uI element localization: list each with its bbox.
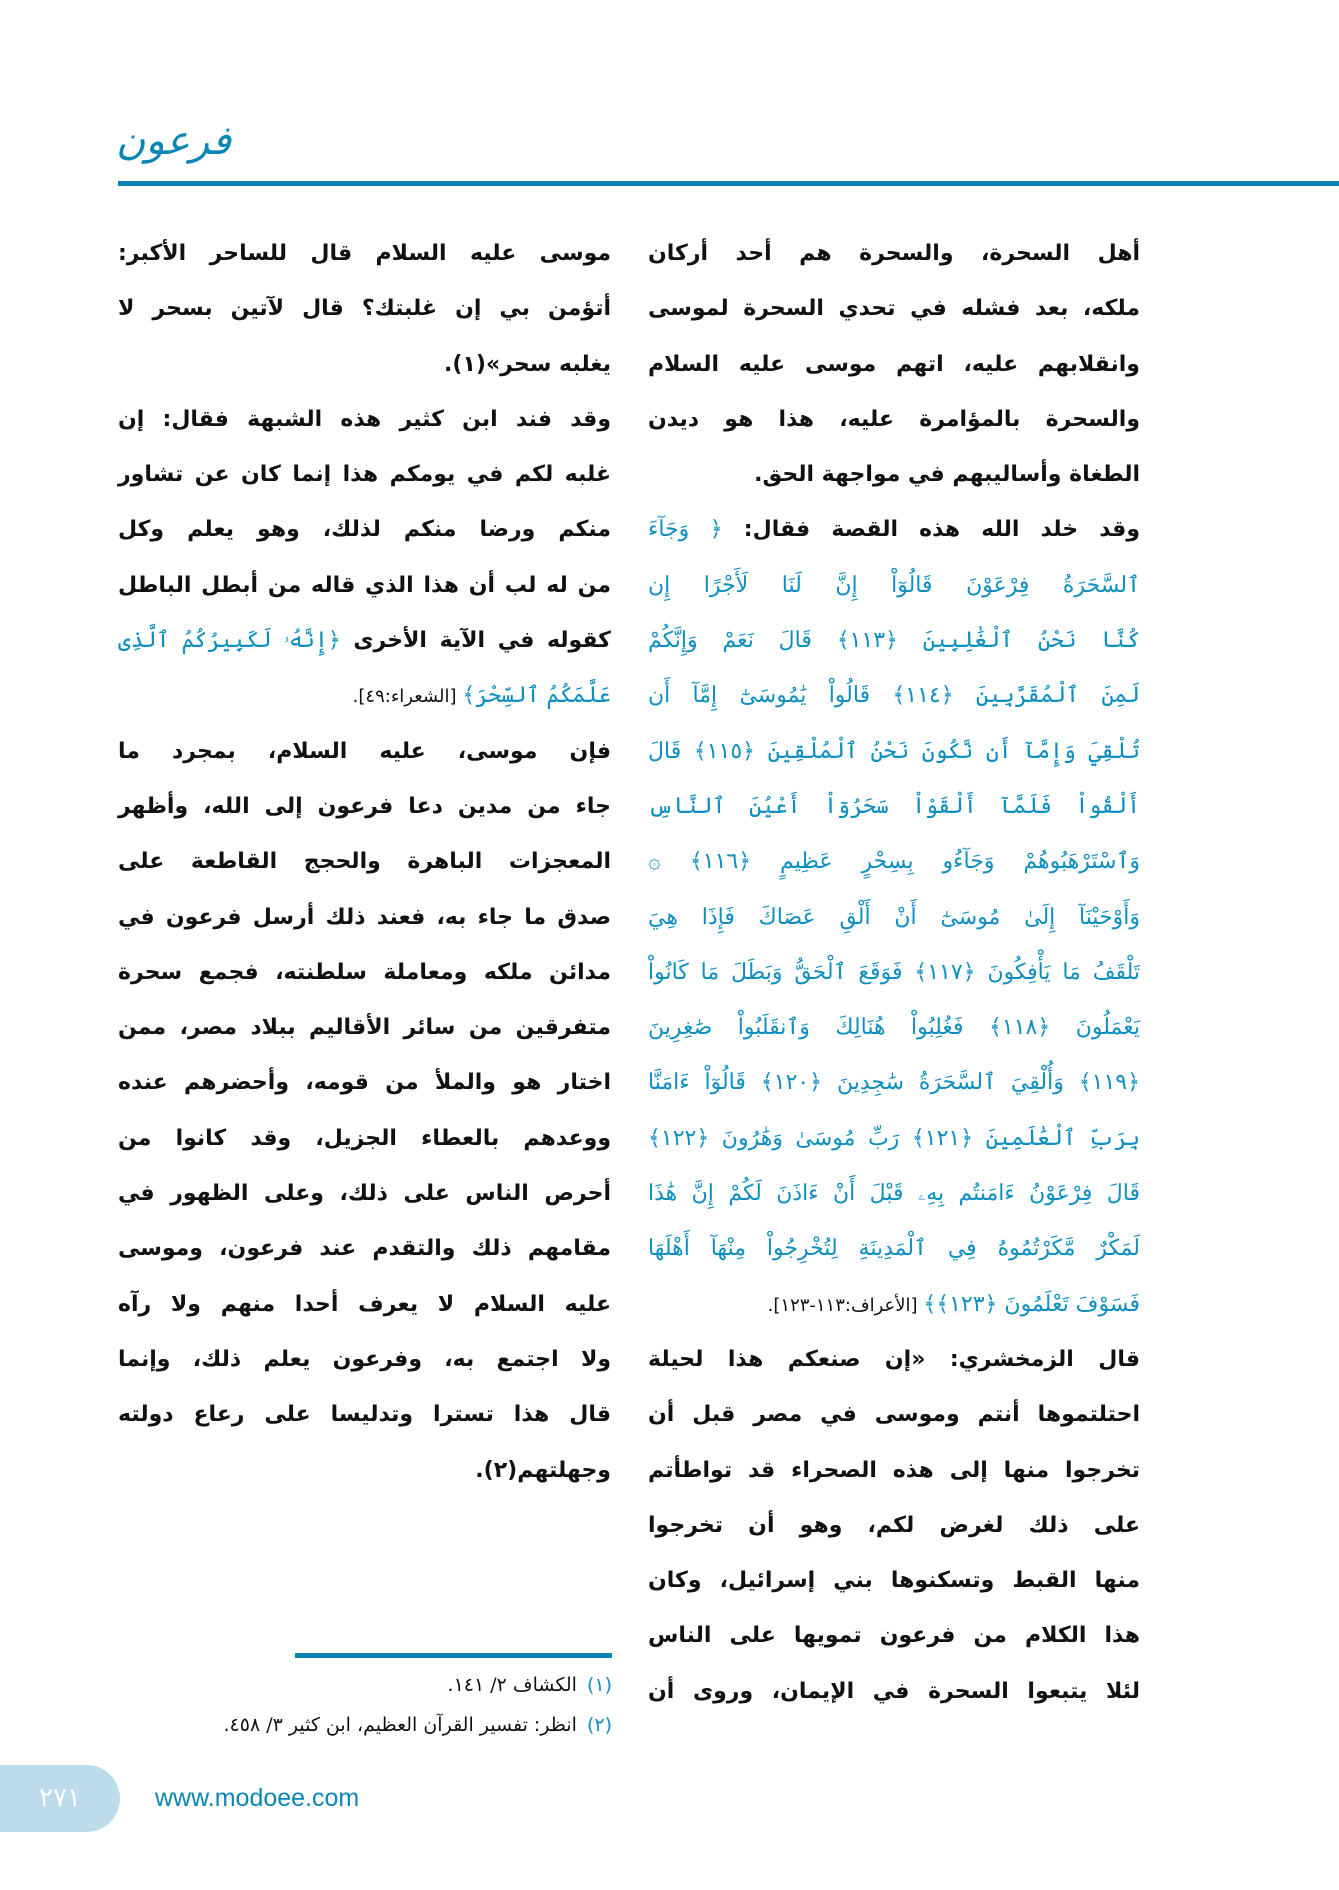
- body-text: لئلا يتبعوا السحرة في الإيمان، وروى أن: [648, 1678, 1140, 1704]
- text-line: [648, 1055, 1140, 1110]
- chapter-title: فرعون: [116, 118, 232, 164]
- text-line: [118, 668, 611, 723]
- text-line: [118, 392, 611, 447]
- body-text: الطغاة وأساليبهم في مواجهة الحق.: [754, 462, 1140, 488]
- text-line: [118, 613, 611, 668]
- quran-verse-text: لَمِنَ ٱلْمُقَرَّبِينَ ﴿١١٤﴾ قَالُواْ يَٰمُوسَىٰٓ إِمَّآ أَن: [648, 683, 1140, 709]
- text-line: [118, 1111, 611, 1166]
- body-text: هذا الكلام من فرعون تمويها على الناس: [648, 1623, 1140, 1649]
- text-line: [118, 1000, 611, 1055]
- body-text: مقامهم ذلك والتقدم عند فرعون، وموسى: [118, 1236, 611, 1262]
- quran-verse-text: يَعْمَلُونَ ﴿١١٨﴾ فَغُلِبُواْ هُنَالِكَ وَٱنقَلَبُواْ صَٰغِرِينَ: [648, 1015, 1140, 1041]
- body-text: قال هذا تسترا وتدليسا على رعاع دولته: [118, 1402, 611, 1428]
- text-line: [118, 558, 611, 613]
- footnote-text: انظر: تفسير القرآن العظيم، ابن كثير ٣/ ٤٥٨.: [223, 1714, 577, 1736]
- text-line: [118, 1443, 611, 1498]
- footnote-text: الكشاف ٢/ ١٤١.: [447, 1674, 577, 1696]
- footnote-number: (٢): [586, 1714, 612, 1736]
- verse-reference: [الأعراف:١١٣-١٢٣].: [767, 1294, 924, 1316]
- body-text: جاء من مدين دعا فرعون إلى الله، وأظهر: [118, 793, 611, 819]
- text-line: [118, 945, 611, 1000]
- body-text: احتلتموها أنتم وموسى في مصر قبل أن: [648, 1402, 1140, 1428]
- body-text: المعجزات الباهرة والحجج القاطعة على: [118, 849, 611, 875]
- body-text: منها القبط وتسكنوها بني إسرائيل، وكان: [648, 1568, 1140, 1594]
- text-line: [118, 337, 611, 392]
- text-line: [648, 1166, 1140, 1221]
- text-line: [648, 502, 1140, 557]
- body-text: موسى عليه السلام قال للساحر الأكبر:: [118, 241, 611, 266]
- footnote-separator: [295, 1653, 612, 1658]
- text-line: [118, 1055, 611, 1110]
- quran-verse-text: أَلْقُواْ فَلَمَّآ أَلْقَوْاْ سَحَرُوٓاْ أَعْيُنَ ٱلنَّاسِ: [648, 793, 1140, 819]
- quran-verse-text: ٱلسَّحَرَةُ فِرْعَوْنَ قَالُوٓاْ إِنَّ لَنَا لَأَجْرًا إِن: [648, 572, 1140, 598]
- text-line: [648, 834, 1140, 889]
- body-text: ملكه، بعد فشله في تحدي السحرة لموسى: [648, 296, 1140, 322]
- text-line: [648, 1332, 1140, 1387]
- text-line: [648, 1387, 1140, 1442]
- text-line: [648, 1664, 1140, 1719]
- text-line: [118, 226, 611, 281]
- text-line: [648, 1000, 1140, 1055]
- text-line: [648, 558, 1140, 613]
- text-line: [648, 1221, 1140, 1276]
- body-text: يغلبه سحر»(١).: [444, 351, 611, 377]
- quran-verse-text: بِرَبِّ ٱلْعَٰلَمِينَ ﴿١٢١﴾ رَبِّ مُوسَىٰ وَهَٰرُونَ ﴿١٢٢﴾: [648, 1125, 1140, 1151]
- body-text: غلبه لكم في يومكم هذا إنما كان عن تشاور: [118, 462, 611, 488]
- quran-verse-text: ﴿إِنَّهُۥ لَكَبِيرُكُمُ ٱلَّذِى: [118, 628, 341, 654]
- quran-verse-text: عَلَّمَكُمُ ٱلسِّحْرَ﴾: [462, 683, 611, 709]
- text-line: [118, 281, 611, 336]
- body-text: أهل السحرة، والسحرة هم أحد أركان: [648, 241, 1140, 266]
- text-line: [118, 1221, 611, 1276]
- body-text: وانقلابهم عليه، اتهم موسى عليه السلام: [648, 351, 1140, 377]
- footnote-2: [224, 1714, 613, 1736]
- text-line: [648, 779, 1140, 834]
- text-line: [648, 392, 1140, 447]
- header-rule: [118, 181, 1339, 186]
- body-text: متفرقين من سائر الأقاليم ببلاد مصر، ممن: [118, 1015, 611, 1041]
- left-text-column: [118, 226, 611, 1498]
- text-line: [648, 890, 1140, 945]
- quran-verse-text: وَأَوْحَيْنَآ إِلَىٰ مُوسَىٰٓ أَنْ أَلْقِ عَصَاكَ فَإِذَا هِيَ: [648, 904, 1140, 930]
- quran-verse-text: ﴿ وَجَآءَ: [648, 517, 723, 543]
- text-line: [118, 779, 611, 834]
- text-line: [648, 447, 1140, 502]
- right-text-column: [648, 226, 1140, 1719]
- quran-verse-text: قَالَ فِرْعَوْنُ ءَامَنتُم بِهِۦ قَبْلَ أَنْ ءَاذَنَ لَكُمْ إِنَّ هَٰذَا: [648, 1181, 1140, 1207]
- text-line: [648, 1111, 1140, 1166]
- text-line: [648, 1277, 1140, 1332]
- text-line: [648, 724, 1140, 779]
- body-text: اختار هو والملأ من قومه، وأحضرهم عنده: [118, 1070, 611, 1096]
- body-text: أحرص الناس على ذلك، وعلى الظهور في: [118, 1181, 611, 1207]
- text-line: [118, 890, 611, 945]
- text-line: [648, 281, 1140, 336]
- quran-verse-text: فَسَوْفَ تَعْلَمُونَ ﴿١٢٣﴾﴾: [923, 1291, 1140, 1317]
- body-text: مدائن ملكه ومعاملة سلطنته، فجمع سحرة: [118, 959, 611, 985]
- quran-verse-text: ﴿١١٩﴾ وَأُلْقِيَ ٱلسَّحَرَةُ سَٰجِدِينَ ﴿١٢٠﴾ قَالُوٓاْ ءَامَنَّا: [648, 1070, 1140, 1096]
- quran-verse-text: تُلْقِيَ وَإِمَّآ أَن نَّكُونَ نَحْنُ ٱلْمُلْقِينَ ﴿١١٥﴾ قَالَ: [648, 738, 1140, 764]
- body-text: على ذلك لغرض لكم، وهو أن تخرجوا: [648, 1512, 1140, 1538]
- body-text: ولا اجتمع به، وفرعون يعلم ذلك، وإنما: [118, 1346, 611, 1372]
- text-line: [648, 1608, 1140, 1663]
- text-line: [118, 447, 611, 502]
- text-line: [118, 1332, 611, 1387]
- body-text: وقد خلد الله هذه القصة فقال:: [722, 517, 1141, 543]
- text-line: [118, 1387, 611, 1442]
- text-line: [648, 337, 1140, 392]
- text-line: [648, 1498, 1140, 1553]
- body-text: قال الزمخشري: «إن صنعكم هذا لحيلة: [648, 1346, 1140, 1372]
- text-line: [648, 226, 1140, 281]
- page-number: ٢٧١: [0, 1765, 120, 1832]
- quran-verse-text: تَلْقَفُ مَا يَأْفِكُونَ ﴿١١٧﴾ فَوَقَعَ ٱلْحَقُّ وَبَطَلَ مَا كَانُواْ: [648, 959, 1141, 985]
- text-line: [648, 1443, 1140, 1498]
- website-link[interactable]: www.modoee.com: [155, 1784, 360, 1812]
- body-text: فإن موسى، عليه السلام، بمجرد ما: [118, 738, 611, 764]
- body-text: والسحرة بالمؤامرة عليه، هذا هو ديدن: [648, 406, 1140, 432]
- body-text: كقوله في الآية الأخرى: [340, 628, 611, 654]
- body-text: وجهلتهم(٢).: [475, 1457, 611, 1483]
- text-line: [118, 502, 611, 557]
- text-line: [118, 1277, 611, 1332]
- quran-verse-text: كُنَّا نَحْنُ ٱلْغَٰلِبِينَ ﴿١١٣﴾ قَالَ نَعَمْ وَإِنَّكُمْ: [648, 628, 1141, 654]
- text-line: [118, 1166, 611, 1221]
- body-text: أتؤمن بي إن غلبتك؟ قال لآتين بسحر لا: [118, 296, 611, 322]
- quran-verse-text: لَمَكْرٌ مَّكَرْتُمُوهُ فِي ٱلْمَدِينَةِ لِتُخْرِجُواْ مِنْهَآ أَهْلَهَا: [648, 1236, 1140, 1262]
- footnote-1: [448, 1674, 612, 1696]
- text-line: [648, 668, 1140, 723]
- text-line: [648, 613, 1140, 668]
- text-line: [118, 724, 611, 779]
- body-text: من له لب أن هذا الذي قاله من أبطل الباطل: [118, 572, 611, 598]
- text-line: [118, 834, 611, 889]
- body-text: تخرجوا منها إلى هذه الصحراء قد تواطأتم: [648, 1457, 1140, 1483]
- body-text: صدق ما جاء به، فعند ذلك أرسل فرعون في: [118, 904, 611, 930]
- body-text: ووعدهم بالعطاء الجزيل، وقد كانوا من: [118, 1125, 611, 1151]
- text-line: [648, 945, 1140, 1000]
- text-line: [648, 1553, 1140, 1608]
- body-text: وقد فند ابن كثير هذه الشبهة فقال: إن: [118, 406, 611, 432]
- verse-reference: [الشعراء:٤٩].: [352, 686, 463, 708]
- body-text: عليه السلام لا يعرف أحدا منهم ولا رآه: [118, 1291, 611, 1317]
- body-text: منكم ورضا منكم لذلك، وهو يعلم وكل: [118, 517, 611, 543]
- footnote-number: (١): [586, 1674, 612, 1696]
- quran-verse-text: وَٱسْتَرْهَبُوهُمْ وَجَآءُو بِسِحْرٍ عَظِيمٍ ﴿١١٦﴾ ۞: [648, 849, 1140, 875]
